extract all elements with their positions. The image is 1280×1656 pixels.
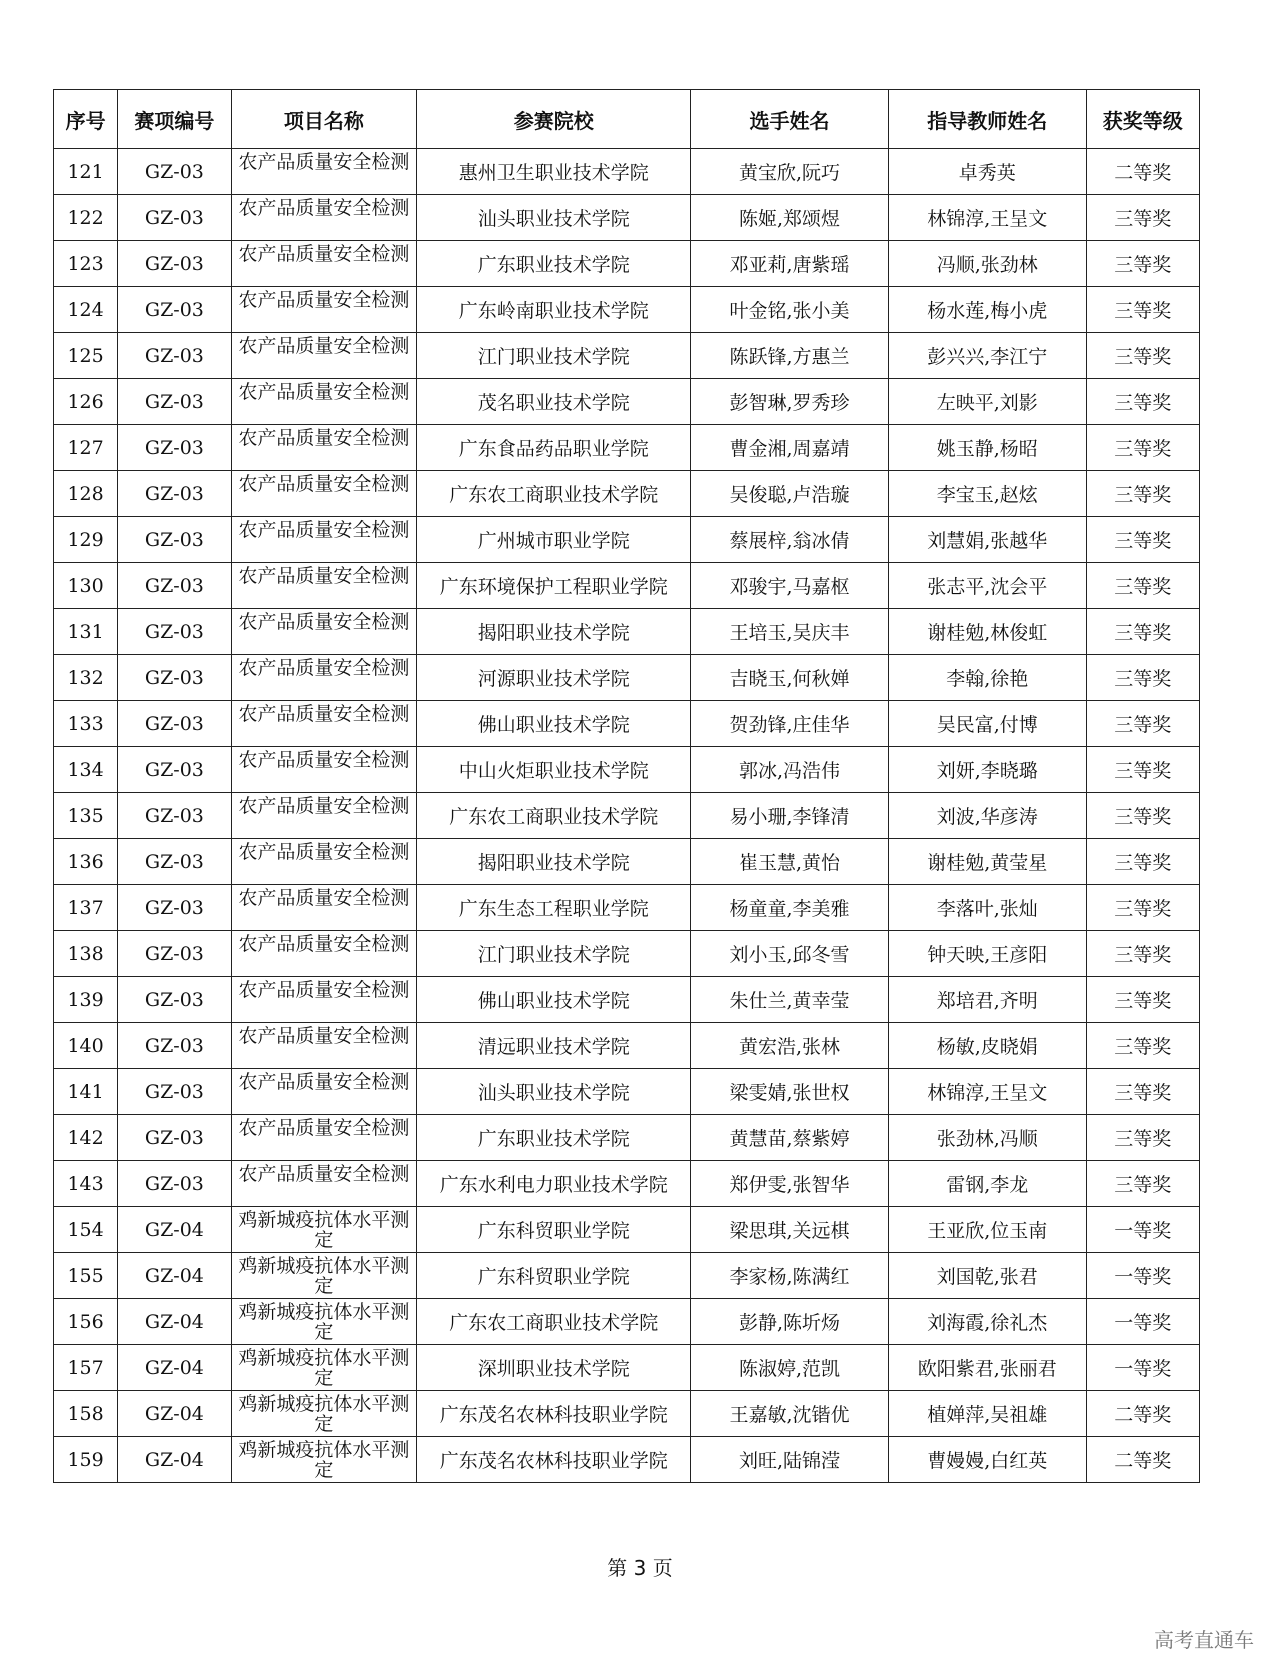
table-header-row — [54, 90, 1200, 149]
cell-event-code: GZ-03 — [118, 655, 231, 701]
table-row — [54, 793, 1200, 839]
cell-instructors: 张志平,沈会平 — [888, 563, 1086, 609]
cell-project-name: 农产品质量安全检测 — [231, 563, 417, 609]
cell-project-name: 农产品质量安全检测 — [231, 517, 417, 563]
cell-instructors: 郑培君,齐明 — [888, 977, 1086, 1023]
cell-award-level: 三等奖 — [1086, 563, 1199, 609]
cell-serial-number: 137 — [54, 885, 118, 931]
cell-award-level: 三等奖 — [1086, 977, 1199, 1023]
cell-contestants: 彭智琳,罗秀珍 — [691, 379, 889, 425]
cell-instructors: 杨敏,皮晓娟 — [888, 1023, 1086, 1069]
cell-contestants: 曹金湘,周嘉靖 — [691, 425, 889, 471]
cell-serial-number: 131 — [54, 609, 118, 655]
cell-event-code: GZ-03 — [118, 241, 231, 287]
cell-contestants: 贺劲锋,庄佳华 — [691, 701, 889, 747]
cell-school: 广州城市职业学院 — [417, 517, 691, 563]
cell-serial-number: 122 — [54, 195, 118, 241]
cell-serial-number: 156 — [54, 1299, 118, 1345]
cell-award-level: 三等奖 — [1086, 839, 1199, 885]
cell-project-name: 农产品质量安全检测 — [231, 747, 417, 793]
cell-event-code: GZ-03 — [118, 287, 231, 333]
cell-instructors: 王亚欣,位玉南 — [888, 1207, 1086, 1253]
table-row — [54, 471, 1200, 517]
cell-event-code: GZ-03 — [118, 517, 231, 563]
cell-project-name: 农产品质量安全检测 — [231, 839, 417, 885]
cell-school: 广东环境保护工程职业学院 — [417, 563, 691, 609]
cell-instructors: 植婵萍,吴祖雄 — [888, 1391, 1086, 1437]
cell-serial-number: 141 — [54, 1069, 118, 1115]
cell-contestants: 黄宏浩,张林 — [691, 1023, 889, 1069]
cell-instructors: 彭兴兴,李江宁 — [888, 333, 1086, 379]
cell-instructors: 刘国乾,张君 — [888, 1253, 1086, 1299]
cell-instructors: 谢桂勉,林俊虹 — [888, 609, 1086, 655]
cell-contestants: 李家杨,陈满红 — [691, 1253, 889, 1299]
cell-award-level: 三等奖 — [1086, 1069, 1199, 1115]
cell-instructors: 刘海霞,徐礼杰 — [888, 1299, 1086, 1345]
cell-school: 汕头职业技术学院 — [417, 1069, 691, 1115]
cell-award-level: 三等奖 — [1086, 1115, 1199, 1161]
cell-event-code: GZ-03 — [118, 195, 231, 241]
cell-school: 广东农工商职业技术学院 — [417, 471, 691, 517]
table-row — [54, 517, 1200, 563]
table-row — [54, 747, 1200, 793]
cell-contestants: 陈跃锋,方惠兰 — [691, 333, 889, 379]
table-row — [54, 425, 1200, 471]
cell-contestants: 蔡展梓,翁冰倩 — [691, 517, 889, 563]
cell-project-name: 农产品质量安全检测 — [231, 287, 417, 333]
cell-award-level: 三等奖 — [1086, 241, 1199, 287]
cell-instructors: 谢桂勉,黄莹星 — [888, 839, 1086, 885]
table-row — [54, 885, 1200, 931]
cell-event-code: GZ-03 — [118, 1069, 231, 1115]
cell-event-code: GZ-03 — [118, 333, 231, 379]
cell-project-name: 农产品质量安全检测 — [231, 195, 417, 241]
cell-project-name: 农产品质量安全检测 — [231, 241, 417, 287]
table-row — [54, 1391, 1200, 1437]
cell-award-level: 三等奖 — [1086, 287, 1199, 333]
cell-contestants: 邓骏宇,马嘉枢 — [691, 563, 889, 609]
cell-school: 广东科贸职业学院 — [417, 1207, 691, 1253]
cell-school: 广东茂名农林科技职业学院 — [417, 1391, 691, 1437]
cell-serial-number: 143 — [54, 1161, 118, 1207]
cell-project-name: 鸡新城疫抗体水平测定 — [231, 1299, 417, 1345]
cell-school: 广东职业技术学院 — [417, 1115, 691, 1161]
cell-event-code: GZ-03 — [118, 609, 231, 655]
cell-event-code: GZ-03 — [118, 1115, 231, 1161]
cell-event-code: GZ-04 — [118, 1207, 231, 1253]
cell-event-code: GZ-03 — [118, 701, 231, 747]
table-row — [54, 1115, 1200, 1161]
cell-serial-number: 132 — [54, 655, 118, 701]
page-number: 第 3 页 — [607, 1556, 673, 1580]
table-row — [54, 563, 1200, 609]
cell-serial-number: 123 — [54, 241, 118, 287]
cell-project-name: 农产品质量安全检测 — [231, 379, 417, 425]
cell-school: 广东茂名农林科技职业学院 — [417, 1437, 691, 1483]
cell-contestants: 郭冰,冯浩伟 — [691, 747, 889, 793]
cell-instructors: 欧阳紫君,张丽君 — [888, 1345, 1086, 1391]
cell-project-name: 鸡新城疫抗体水平测定 — [231, 1207, 417, 1253]
cell-instructors: 左映平,刘影 — [888, 379, 1086, 425]
table-row — [54, 1345, 1200, 1391]
cell-school: 广东农工商职业技术学院 — [417, 793, 691, 839]
cell-instructors: 林锦淳,王呈文 — [888, 1069, 1086, 1115]
cell-serial-number: 125 — [54, 333, 118, 379]
header-event-code: 赛项编号 — [118, 90, 231, 149]
cell-project-name: 农产品质量安全检测 — [231, 885, 417, 931]
cell-contestants: 刘旺,陆锦滢 — [691, 1437, 889, 1483]
cell-project-name: 鸡新城疫抗体水平测定 — [231, 1437, 417, 1483]
watermark: 高考直通车 — [1154, 1628, 1254, 1652]
cell-award-level: 一等奖 — [1086, 1253, 1199, 1299]
cell-instructors: 张劲林,冯顺 — [888, 1115, 1086, 1161]
cell-award-level: 三等奖 — [1086, 517, 1199, 563]
cell-event-code: GZ-03 — [118, 747, 231, 793]
cell-project-name: 农产品质量安全检测 — [231, 149, 417, 195]
cell-project-name: 农产品质量安全检测 — [231, 333, 417, 379]
cell-event-code: GZ-04 — [118, 1437, 231, 1483]
cell-project-name: 鸡新城疫抗体水平测定 — [231, 1345, 417, 1391]
cell-award-level: 一等奖 — [1086, 1207, 1199, 1253]
cell-award-level: 三等奖 — [1086, 793, 1199, 839]
cell-serial-number: 128 — [54, 471, 118, 517]
cell-instructors: 李落叶,张灿 — [888, 885, 1086, 931]
cell-contestants: 梁雯婧,张世权 — [691, 1069, 889, 1115]
cell-serial-number: 154 — [54, 1207, 118, 1253]
cell-contestants: 杨童童,李美雅 — [691, 885, 889, 931]
cell-project-name: 鸡新城疫抗体水平测定 — [231, 1391, 417, 1437]
cell-instructors: 林锦淳,王呈文 — [888, 195, 1086, 241]
cell-serial-number: 124 — [54, 287, 118, 333]
cell-event-code: GZ-03 — [118, 839, 231, 885]
cell-school: 揭阳职业技术学院 — [417, 609, 691, 655]
cell-contestants: 邓亚莉,唐紫瑶 — [691, 241, 889, 287]
cell-event-code: GZ-03 — [118, 793, 231, 839]
cell-event-code: GZ-04 — [118, 1253, 231, 1299]
cell-award-level: 三等奖 — [1086, 333, 1199, 379]
cell-award-level: 三等奖 — [1086, 655, 1199, 701]
awards-table — [53, 89, 1200, 1483]
cell-award-level: 三等奖 — [1086, 195, 1199, 241]
cell-school: 佛山职业技术学院 — [417, 701, 691, 747]
table-row — [54, 1161, 1200, 1207]
cell-event-code: GZ-04 — [118, 1391, 231, 1437]
cell-award-level: 三等奖 — [1086, 609, 1199, 655]
cell-project-name: 鸡新城疫抗体水平测定 — [231, 1253, 417, 1299]
cell-award-level: 二等奖 — [1086, 1437, 1199, 1483]
table-row — [54, 1437, 1200, 1483]
cell-school: 深圳职业技术学院 — [417, 1345, 691, 1391]
cell-contestants: 郑伊雯,张智华 — [691, 1161, 889, 1207]
cell-award-level: 三等奖 — [1086, 379, 1199, 425]
cell-school: 汕头职业技术学院 — [417, 195, 691, 241]
cell-serial-number: 140 — [54, 1023, 118, 1069]
table-row — [54, 609, 1200, 655]
cell-contestants: 黄宝欣,阮巧 — [691, 149, 889, 195]
cell-contestants: 陈姬,郑颂煜 — [691, 195, 889, 241]
header-project-name: 项目名称 — [231, 90, 417, 149]
cell-contestants: 王培玉,吴庆丰 — [691, 609, 889, 655]
table-row — [54, 1253, 1200, 1299]
table-row — [54, 1069, 1200, 1115]
cell-event-code: GZ-03 — [118, 379, 231, 425]
cell-school: 清远职业技术学院 — [417, 1023, 691, 1069]
cell-event-code: GZ-03 — [118, 1023, 231, 1069]
cell-project-name: 农产品质量安全检测 — [231, 793, 417, 839]
cell-instructors: 李宝玉,赵炫 — [888, 471, 1086, 517]
cell-instructors: 曹嫚嫚,白红英 — [888, 1437, 1086, 1483]
table-row — [54, 977, 1200, 1023]
cell-serial-number: 126 — [54, 379, 118, 425]
cell-award-level: 二等奖 — [1086, 149, 1199, 195]
cell-project-name: 农产品质量安全检测 — [231, 1023, 417, 1069]
cell-event-code: GZ-04 — [118, 1345, 231, 1391]
cell-contestants: 黄慧苗,蔡紫婷 — [691, 1115, 889, 1161]
cell-serial-number: 139 — [54, 977, 118, 1023]
cell-instructors: 杨水莲,梅小虎 — [888, 287, 1086, 333]
cell-serial-number: 158 — [54, 1391, 118, 1437]
header-school: 参赛院校 — [417, 90, 691, 149]
cell-instructors: 刘波,华彦涛 — [888, 793, 1086, 839]
cell-instructors: 冯顺,张劲林 — [888, 241, 1086, 287]
cell-project-name: 农产品质量安全检测 — [231, 655, 417, 701]
table-row — [54, 701, 1200, 747]
cell-project-name: 农产品质量安全检测 — [231, 425, 417, 471]
cell-instructors: 钟天映,王彦阳 — [888, 931, 1086, 977]
cell-instructors: 刘妍,李晓璐 — [888, 747, 1086, 793]
cell-event-code: GZ-03 — [118, 931, 231, 977]
cell-award-level: 三等奖 — [1086, 701, 1199, 747]
table-row — [54, 1299, 1200, 1345]
cell-serial-number: 155 — [54, 1253, 118, 1299]
cell-event-code: GZ-03 — [118, 425, 231, 471]
cell-school: 江门职业技术学院 — [417, 931, 691, 977]
cell-serial-number: 159 — [54, 1437, 118, 1483]
cell-contestants: 彭静,陈圻炀 — [691, 1299, 889, 1345]
cell-award-level: 三等奖 — [1086, 747, 1199, 793]
cell-instructors: 刘慧娟,张越华 — [888, 517, 1086, 563]
cell-project-name: 农产品质量安全检测 — [231, 471, 417, 517]
cell-serial-number: 157 — [54, 1345, 118, 1391]
cell-school: 广东科贸职业学院 — [417, 1253, 691, 1299]
cell-school: 茂名职业技术学院 — [417, 379, 691, 425]
cell-award-level: 一等奖 — [1086, 1345, 1199, 1391]
cell-school: 中山火炬职业技术学院 — [417, 747, 691, 793]
cell-contestants: 叶金铭,张小美 — [691, 287, 889, 333]
cell-contestants: 吴俊聪,卢浩璇 — [691, 471, 889, 517]
cell-instructors: 卓秀英 — [888, 149, 1086, 195]
cell-instructors: 李翰,徐艳 — [888, 655, 1086, 701]
cell-serial-number: 127 — [54, 425, 118, 471]
cell-serial-number: 129 — [54, 517, 118, 563]
cell-serial-number: 130 — [54, 563, 118, 609]
cell-contestants: 朱仕兰,黄幸莹 — [691, 977, 889, 1023]
table-row — [54, 931, 1200, 977]
cell-event-code: GZ-03 — [118, 563, 231, 609]
cell-serial-number: 121 — [54, 149, 118, 195]
cell-school: 广东食品药品职业学院 — [417, 425, 691, 471]
table-row — [54, 1023, 1200, 1069]
cell-serial-number: 142 — [54, 1115, 118, 1161]
cell-school: 广东职业技术学院 — [417, 241, 691, 287]
cell-award-level: 二等奖 — [1086, 1391, 1199, 1437]
cell-contestants: 王嘉敏,沈锴优 — [691, 1391, 889, 1437]
cell-serial-number: 133 — [54, 701, 118, 747]
cell-serial-number: 136 — [54, 839, 118, 885]
header-contestants: 选手姓名 — [691, 90, 889, 149]
cell-event-code: GZ-03 — [118, 977, 231, 1023]
cell-project-name: 农产品质量安全检测 — [231, 977, 417, 1023]
cell-event-code: GZ-03 — [118, 885, 231, 931]
cell-award-level: 三等奖 — [1086, 425, 1199, 471]
table-row — [54, 379, 1200, 425]
cell-event-code: GZ-03 — [118, 471, 231, 517]
cell-school: 揭阳职业技术学院 — [417, 839, 691, 885]
cell-contestants: 梁思琪,关远棋 — [691, 1207, 889, 1253]
cell-contestants: 易小珊,李锋清 — [691, 793, 889, 839]
cell-instructors: 吴民富,付博 — [888, 701, 1086, 747]
table-row — [54, 333, 1200, 379]
cell-contestants: 陈淑婷,范凯 — [691, 1345, 889, 1391]
cell-event-code: GZ-03 — [118, 149, 231, 195]
cell-award-level: 三等奖 — [1086, 885, 1199, 931]
cell-award-level: 三等奖 — [1086, 1023, 1199, 1069]
cell-award-level: 三等奖 — [1086, 931, 1199, 977]
table-row — [54, 655, 1200, 701]
cell-school: 广东水利电力职业技术学院 — [417, 1161, 691, 1207]
cell-school: 惠州卫生职业技术学院 — [417, 149, 691, 195]
cell-instructors: 姚玉静,杨昭 — [888, 425, 1086, 471]
table-row — [54, 287, 1200, 333]
header-instructors: 指导教师姓名 — [888, 90, 1086, 149]
cell-event-code: GZ-03 — [118, 1161, 231, 1207]
header-serial-number: 序号 — [54, 90, 118, 149]
cell-school: 广东岭南职业技术学院 — [417, 287, 691, 333]
cell-project-name: 农产品质量安全检测 — [231, 1069, 417, 1115]
cell-award-level: 三等奖 — [1086, 471, 1199, 517]
cell-school: 江门职业技术学院 — [417, 333, 691, 379]
cell-project-name: 农产品质量安全检测 — [231, 931, 417, 977]
cell-school: 佛山职业技术学院 — [417, 977, 691, 1023]
cell-contestants: 吉晓玉,何秋婵 — [691, 655, 889, 701]
cell-contestants: 刘小玉,邱冬雪 — [691, 931, 889, 977]
table-row — [54, 195, 1200, 241]
table-row — [54, 241, 1200, 287]
cell-project-name: 农产品质量安全检测 — [231, 701, 417, 747]
cell-school: 河源职业技术学院 — [417, 655, 691, 701]
header-award-level: 获奖等级 — [1086, 90, 1199, 149]
cell-event-code: GZ-04 — [118, 1299, 231, 1345]
cell-contestants: 崔玉慧,黄怡 — [691, 839, 889, 885]
cell-award-level: 三等奖 — [1086, 1161, 1199, 1207]
cell-project-name: 农产品质量安全检测 — [231, 1161, 417, 1207]
table-row — [54, 149, 1200, 195]
cell-serial-number: 138 — [54, 931, 118, 977]
cell-award-level: 一等奖 — [1086, 1299, 1199, 1345]
cell-school: 广东农工商职业技术学院 — [417, 1299, 691, 1345]
table-body — [54, 149, 1200, 1483]
table-row — [54, 1207, 1200, 1253]
cell-project-name: 农产品质量安全检测 — [231, 1115, 417, 1161]
cell-serial-number: 134 — [54, 747, 118, 793]
cell-instructors: 雷钢,李龙 — [888, 1161, 1086, 1207]
table-row — [54, 839, 1200, 885]
cell-serial-number: 135 — [54, 793, 118, 839]
cell-school: 广东生态工程职业学院 — [417, 885, 691, 931]
cell-project-name: 农产品质量安全检测 — [231, 609, 417, 655]
